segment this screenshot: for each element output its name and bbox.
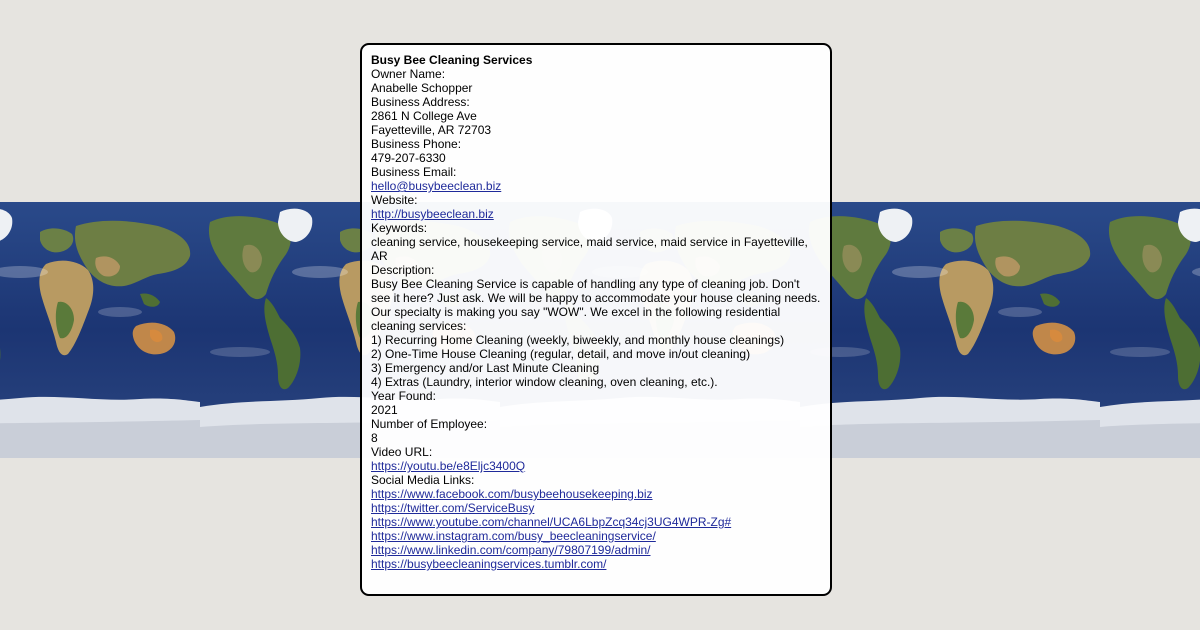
email-label: Business Email: xyxy=(371,165,457,179)
description-paragraph-1: Busy Bee Cleaning Service is capable of handling any type of cleaning job. Don't see it here? Just ask. We will be happy to accommodate your house cleaning needs. xyxy=(371,277,821,305)
year-value: 2021 xyxy=(371,403,398,417)
keywords-value: cleaning service, housekeeping service, maid service, maid service in Fayetteville, AR xyxy=(371,235,808,263)
phone-label: Business Phone: xyxy=(371,137,462,151)
address-label: Business Address: xyxy=(371,95,470,109)
address-line-2: Fayetteville, AR 72703 xyxy=(371,123,492,137)
social-link-twitter[interactable]: https://twitter.com/ServiceBusy xyxy=(371,501,535,515)
social-link-instagram[interactable]: https://www.instagram.com/busy_beecleaningservice/ xyxy=(371,529,656,543)
video-link[interactable]: https://youtu.be/e8Eljc3400Q xyxy=(371,459,526,473)
service-item: 1) Recurring Home Cleaning (weekly, biweekly, and monthly house cleanings) xyxy=(371,333,785,347)
service-item: 2) One-Time House Cleaning (regular, detail, and move in/out cleaning) xyxy=(371,347,751,361)
social-link-facebook[interactable]: https://www.facebook.com/busybeehousekeeping.biz xyxy=(371,487,653,501)
business-name: Busy Bee Cleaning Services xyxy=(371,53,533,67)
social-link-youtube[interactable]: https://www.youtube.com/channel/UCA6LbpZcq34cj3UG4WPR-Zg# xyxy=(371,515,732,529)
service-item: 3) Emergency and/or Last Minute Cleaning xyxy=(371,361,600,375)
description-label: Description: xyxy=(371,263,435,277)
business-listing-card xyxy=(360,43,832,596)
keywords-label: Keywords: xyxy=(371,221,428,235)
owner-label: Owner Name: xyxy=(371,67,446,81)
address-line-1: 2861 N College Ave xyxy=(371,109,477,123)
website-link[interactable]: http://busybeeclean.biz xyxy=(371,207,494,221)
video-label: Video URL: xyxy=(371,445,433,459)
year-label: Year Found: xyxy=(371,389,436,403)
description-paragraph-2: Our specialty is making you say "WOW". We excel in the following residential cleaning services: xyxy=(371,305,781,333)
employees-label: Number of Employee: xyxy=(371,417,488,431)
social-label: Social Media Links: xyxy=(371,473,475,487)
social-link-linkedin[interactable]: https://www.linkedin.com/company/79807199/admin/ xyxy=(371,543,651,557)
service-item: 4) Extras (Laundry, interior window cleaning, oven cleaning, etc.). xyxy=(371,375,718,389)
website-label: Website: xyxy=(371,193,418,207)
owner-name: Anabelle Schopper xyxy=(371,81,473,95)
phone-value: 479-207-6330 xyxy=(371,151,446,165)
employees-value: 8 xyxy=(371,431,378,445)
email-link[interactable]: hello@busybeeclean.biz xyxy=(371,179,502,193)
social-link-tumblr[interactable]: https://busybeecleaningservices.tumblr.com/ xyxy=(371,557,607,571)
